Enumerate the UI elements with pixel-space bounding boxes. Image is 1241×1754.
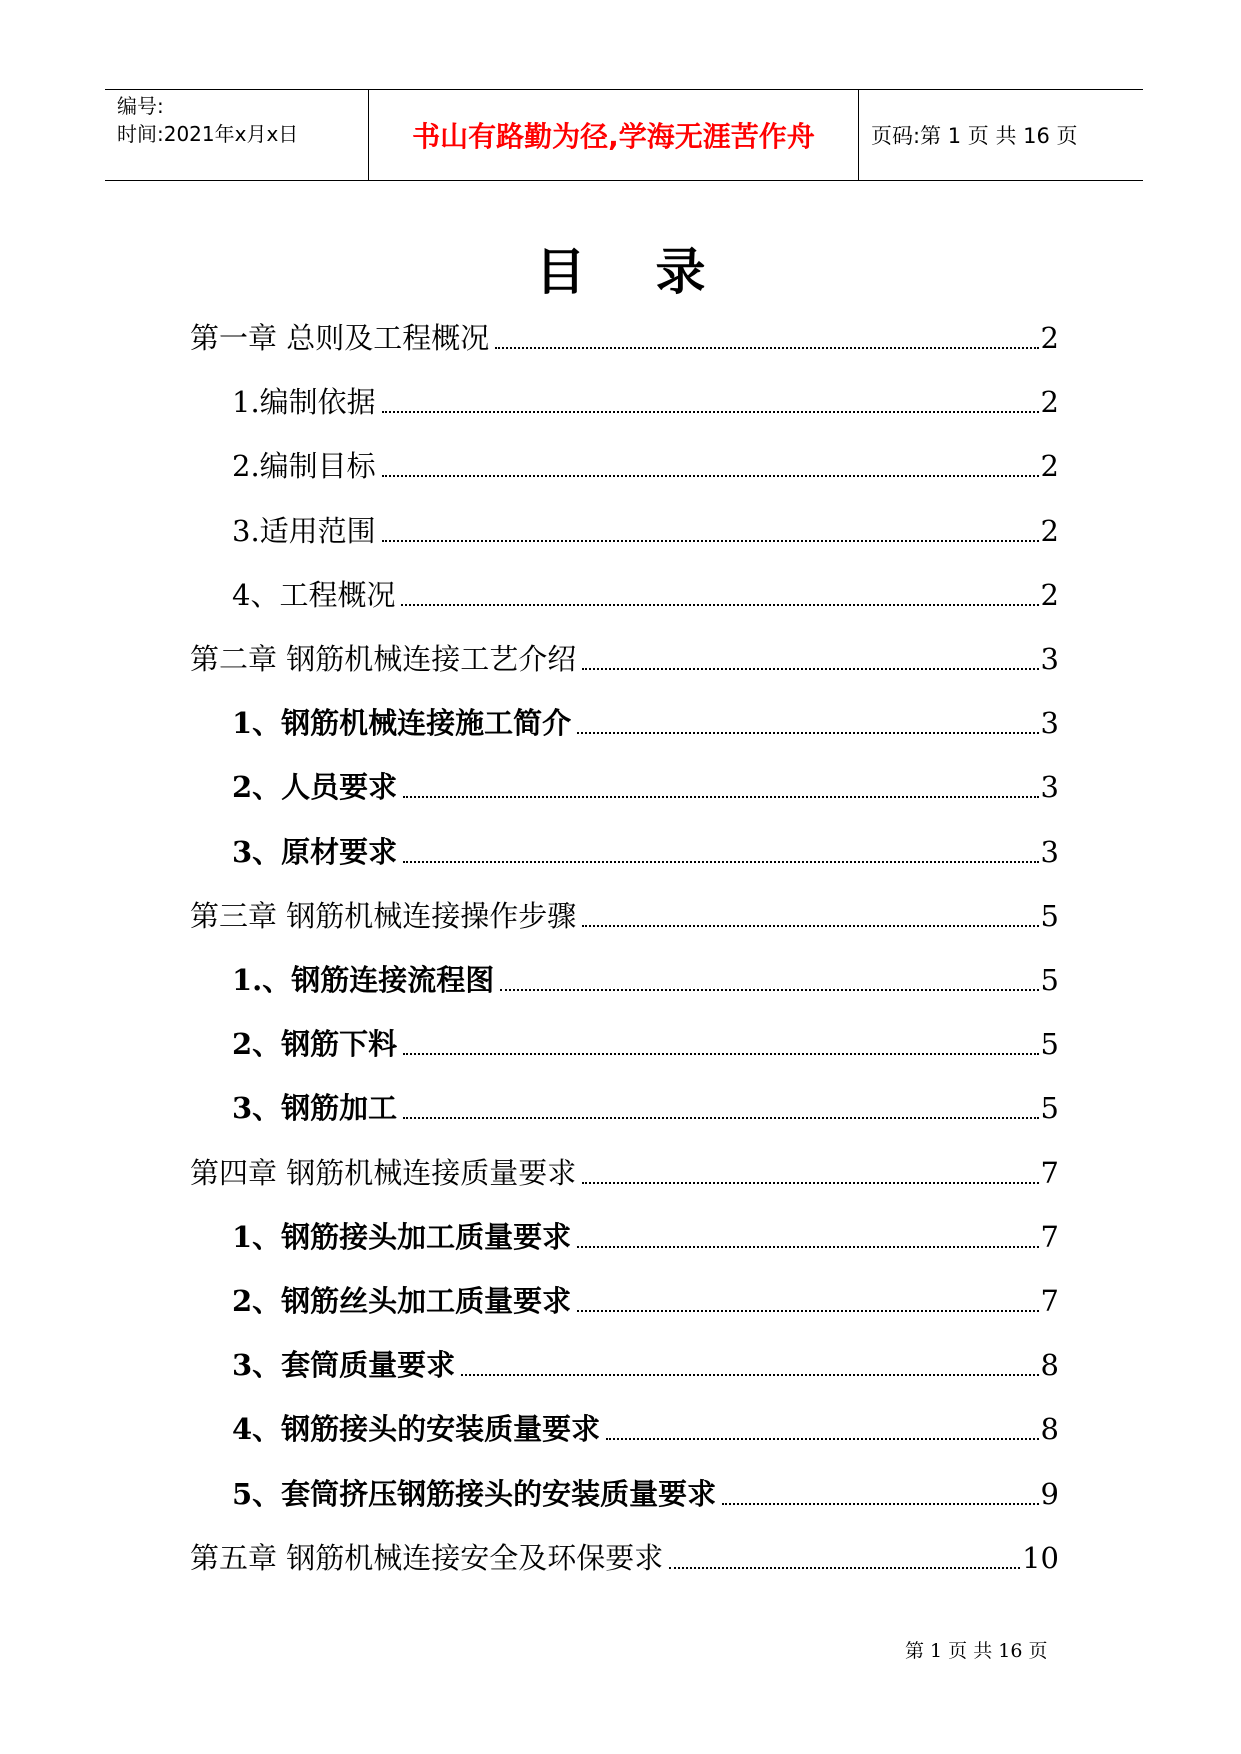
header-number-label: 编号: [117,94,164,118]
toc-dot-leader [577,1309,1038,1312]
toc-entry-label: 5、套筒挤压钢筋接头的安装质量要求 [232,1477,717,1511]
toc-dot-leader [403,860,1038,863]
header-time-label: 时间:2021年x月x日 [117,122,299,146]
toc-entry-page-number: 2 [1040,514,1059,548]
toc-chapter-entry[interactable] [190,1153,1059,1193]
toc-dot-leader [382,410,1039,413]
toc-entry-label: 1.编制依据 [232,385,376,419]
toc-dot-leader [582,924,1038,927]
toc-entry-label: 1.、钢筋连接流程图 [232,963,495,997]
toc-entry-label: 1、钢筋机械连接施工简介 [232,706,572,740]
toc-dot-leader [582,667,1038,670]
toc-dot-leader [577,731,1038,734]
toc-dot-leader [382,474,1039,477]
toc-section-entry[interactable] [232,382,1059,422]
header-page-info: 页码:第 1 页 共 16 页 [871,124,1078,148]
toc-entry-label: 1、钢筋接头加工质量要求 [232,1220,572,1254]
toc-entry-page-number: 3 [1040,642,1059,676]
toc-entry-page-number: 7 [1040,1156,1059,1190]
toc-title: 目录 [535,243,776,301]
toc-entry-page-number: 8 [1040,1348,1059,1382]
toc-dot-leader [382,539,1039,542]
toc-chapter-entry[interactable] [190,318,1059,358]
toc-entry-label: 第四章 钢筋机械连接质量要求 [190,1156,577,1190]
toc-dot-leader [606,1437,1038,1440]
header-meta-cell [105,90,369,180]
header-motto: 书山有路勤为径,学海无涯苦作舟 [369,90,859,180]
toc-entry-page-number: 5 [1040,1027,1059,1061]
header-table [105,89,1143,181]
toc-entry-page-number: 7 [1040,1284,1059,1318]
toc-entry-label: 第一章 总则及工程概况 [190,321,490,355]
toc-dot-leader [577,1245,1038,1248]
toc-dot-leader [495,346,1038,349]
toc-dot-leader [401,603,1038,606]
toc-section-entry[interactable] [232,446,1059,486]
toc-section-entry[interactable] [232,832,1059,872]
toc-entry-label: 3、套筒质量要求 [232,1348,456,1382]
toc-dot-leader [461,1373,1038,1376]
toc-entry-page-number: 7 [1040,1220,1059,1254]
toc-entry-label: 2、钢筋下料 [232,1027,398,1061]
toc-entry-page-number: 2 [1040,578,1059,612]
toc-dot-leader [582,1181,1038,1184]
toc-entry-page-number: 2 [1040,449,1059,483]
toc-dot-leader [722,1502,1038,1505]
toc-section-entry[interactable] [232,575,1059,615]
toc-section-entry[interactable] [232,767,1059,807]
toc-section-entry[interactable] [232,1474,1059,1514]
toc-entry-label: 3.适用范围 [232,514,376,548]
toc-chapter-entry[interactable] [190,896,1059,936]
toc-entry-label: 3、钢筋加工 [232,1091,398,1125]
toc-entry-label: 2、钢筋丝头加工质量要求 [232,1284,572,1318]
toc-section-entry[interactable] [232,1024,1059,1064]
toc-entry-label: 第二章 钢筋机械连接工艺介绍 [190,642,577,676]
toc-entry-page-number: 2 [1040,385,1059,419]
toc-chapter-entry[interactable] [190,639,1059,679]
toc-dot-leader [500,988,1038,991]
toc-entry-page-number: 3 [1040,770,1059,804]
toc-entry-label: 第五章 钢筋机械连接安全及环保要求 [190,1541,664,1575]
toc-section-entry[interactable] [232,1345,1059,1385]
toc-section-entry[interactable] [232,1281,1059,1321]
toc-section-entry[interactable] [232,1217,1059,1257]
toc-entry-page-number: 2 [1040,321,1059,355]
toc-entry-page-number: 5 [1040,963,1059,997]
toc-entry-label: 4、钢筋接头的安装质量要求 [232,1412,601,1446]
toc-entry-page-number: 5 [1040,899,1059,933]
page-footer: 第 1 页 共 16 页 [905,1640,1048,1662]
toc-section-entry[interactable] [232,1088,1059,1128]
toc-dot-leader [669,1566,1020,1569]
toc-section-entry[interactable] [232,960,1059,1000]
toc-entry-label: 第三章 钢筋机械连接操作步骤 [190,899,577,933]
toc-entry-page-number: 3 [1040,835,1059,869]
toc-dot-leader [403,1116,1038,1119]
toc-entry-page-number: 8 [1040,1412,1059,1446]
toc-dot-leader [403,795,1038,798]
toc-entry-label: 4、工程概况 [232,578,396,612]
toc-section-entry[interactable] [232,511,1059,551]
toc-entry-page-number: 9 [1040,1477,1059,1511]
toc-entry-page-number: 5 [1040,1091,1059,1125]
toc-section-entry[interactable] [232,1409,1059,1449]
toc-entry-label: 2.编制目标 [232,449,376,483]
toc-entry-label: 3、原材要求 [232,835,398,869]
toc-entry-label: 2、人员要求 [232,770,398,804]
toc-chapter-entry[interactable] [190,1538,1059,1578]
toc-entry-page-number: 10 [1022,1541,1059,1575]
toc-entry-page-number: 3 [1040,706,1059,740]
toc-section-entry[interactable] [232,703,1059,743]
toc-dot-leader [403,1052,1038,1055]
